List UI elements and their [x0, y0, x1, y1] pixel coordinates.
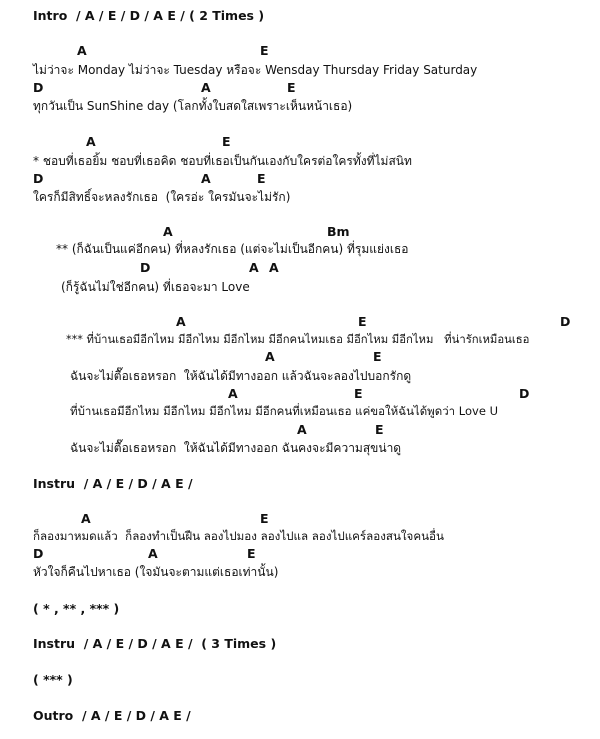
- chord: E: [257, 171, 266, 186]
- lyric-line: ไม่ว่าจะ Monday ไม่ว่าจะ Tuesday หรือจะ Wensday Thursday Friday Saturday: [33, 63, 478, 77]
- lyric-line: ก็ลองมาหมดแล้ว ก็ลองทำเป็นฝืน ลองไปมอง ลองไปแล ลองไปแคร์ลองสนใจคนอื่น: [33, 529, 444, 543]
- chord: A: [228, 386, 238, 401]
- chord: D: [560, 314, 571, 329]
- chord: E: [287, 80, 296, 95]
- chord: E: [354, 386, 363, 401]
- intro-line: Intro / A / E / D / A E / ( 2 Times ): [33, 8, 265, 23]
- chord: A: [148, 546, 158, 561]
- chord: A: [269, 260, 279, 275]
- lyric-line: ที่บ้านเธอมีอีกไหม มีอีกไหม มีอีกไหม มีอีกคนที่เหมือนเธอ แค่ขอให้ฉันได้พูดว่า Love U: [70, 404, 498, 418]
- lyric-line: * ชอบที่เธอยิ้ม ชอบที่เธอคิด ชอบที่เธอเป็นกันเองกับใครต่อใครทั้งที่ไม่สนิท: [33, 154, 412, 168]
- chord: A: [265, 349, 275, 364]
- chord: D: [140, 260, 151, 275]
- repeat-marker: ( * , ** , *** ): [33, 601, 120, 616]
- lyric-line: ทุกวันเป็น SunShine day (โลกทั้งใบสดใสเพราะเห็นหน้าเธอ): [33, 99, 353, 113]
- chord: A: [201, 171, 211, 186]
- instru-line: Instru / A / E / D / A E / ( 3 Times ): [33, 636, 277, 651]
- chord: A: [297, 422, 307, 437]
- chord: E: [358, 314, 367, 329]
- lyric-line: ** (ก็ฉันเป็นแค่อีกคน) ที่หลงรักเธอ (แต่จะไม่เป็นอีกคน) ที่รุมแย่งเธอ: [56, 242, 409, 256]
- chord: D: [33, 171, 44, 186]
- chord: E: [260, 511, 269, 526]
- chord: A: [201, 80, 211, 95]
- lyric-line: (ก็รู้ฉันไม่ใช่อีกคน) ที่เธอจะมา Love: [61, 280, 250, 294]
- outro-line: Outro / A / E / D / A E /: [33, 708, 191, 723]
- chord: Bm: [327, 224, 350, 239]
- chord: D: [33, 80, 44, 95]
- chord: D: [33, 546, 44, 561]
- chord: A: [249, 260, 259, 275]
- chord: E: [247, 546, 256, 561]
- chord: E: [373, 349, 382, 364]
- chord: A: [81, 511, 91, 526]
- lyric-line: หัวใจก็คืนไปหาเธอ (ใจมันจะตามแต่เธอเท่านั้น): [33, 565, 279, 579]
- chord: A: [77, 43, 87, 58]
- chord: E: [222, 134, 231, 149]
- lyric-line: ฉันจะไม่ตื๊อเธอหรอก ให้ฉันได้มีทางออก ฉันคงจะมีความสุขน่าดู: [70, 441, 402, 455]
- instru-line: Instru / A / E / D / A E /: [33, 476, 193, 491]
- lyric-line: *** ที่บ้านเธอมีอีกไหม มีอีกไหม มีอีกไหม มีอีกคนไหมเธอ มีอีกไหม มีอีกไหม ที่น่ารักเหมือนเธอ: [66, 333, 530, 346]
- chord: A: [163, 224, 173, 239]
- chord: A: [176, 314, 186, 329]
- chord: A: [86, 134, 96, 149]
- repeat-marker: ( *** ): [33, 672, 73, 687]
- lyric-line: ใครก็มีสิทธิ์จะหลงรักเธอ (ใครอ่ะ ใครมันจะไม่รัก): [33, 190, 291, 204]
- chord: D: [519, 386, 530, 401]
- lyric-line: ฉันจะไม่ตื๊อเธอหรอก ให้ฉันได้มีทางออก แล้วฉันจะลองไปบอกรักดู: [70, 369, 412, 383]
- chord: E: [375, 422, 384, 437]
- chord: E: [260, 43, 269, 58]
